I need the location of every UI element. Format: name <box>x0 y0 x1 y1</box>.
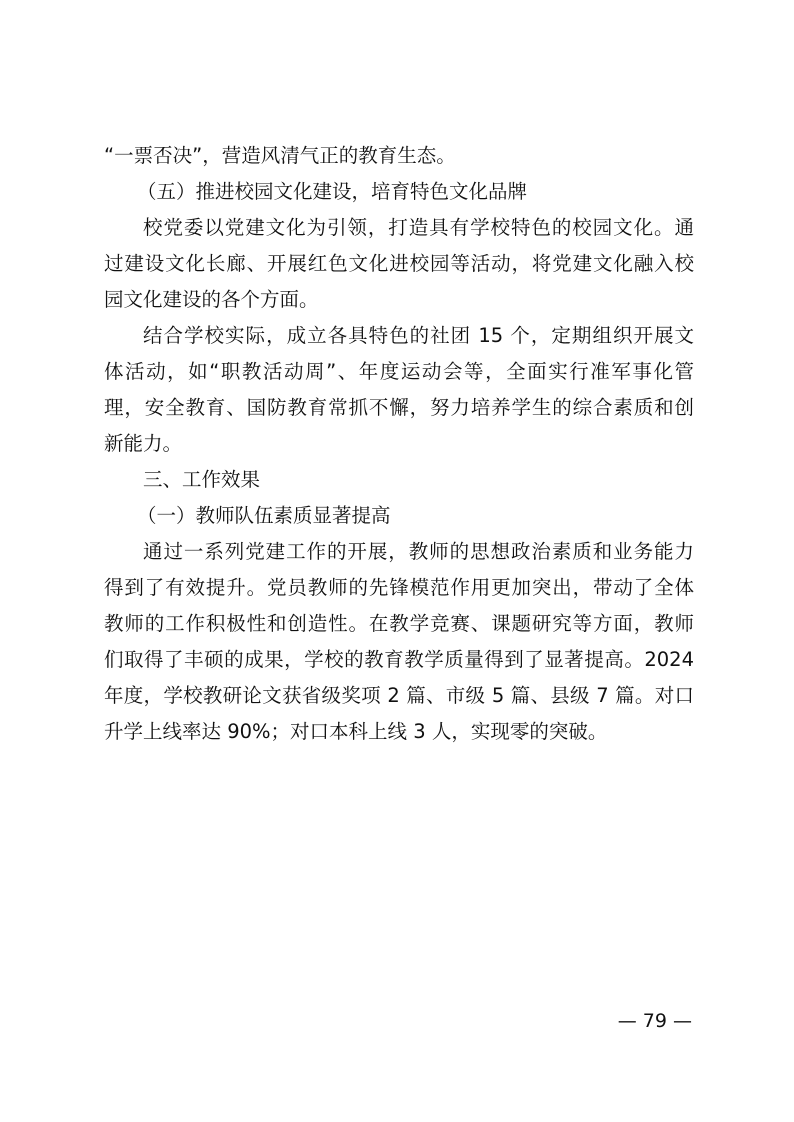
page-body <box>104 138 694 750</box>
paragraph-line: 得到了有效提升。党员教师的先锋模范作用更加突出，带动了全体 <box>104 576 694 599</box>
section-5-heading: （五）推进校园文化建设，培育特色文化品牌 <box>137 180 528 203</box>
paragraph-line: 新能力。 <box>104 432 183 455</box>
paragraph-line: 年度，学校教研论文获省级奖项 2 篇、市级 5 篇、县级 7 篇。对口 <box>104 684 694 707</box>
paragraph-line: 们取得了丰硕的成果，学校的教育教学质量得到了显著提高。2024 <box>104 648 694 671</box>
paragraph-line: 教师的工作积极性和创造性。在教学竞赛、课题研究等方面，教师 <box>104 612 694 635</box>
continuation-line: “一票否决”，营造风清气正的教育生态。 <box>104 144 456 167</box>
paragraph-clubs <box>104 318 694 462</box>
part-3-heading: 三、工作效果 <box>143 468 261 491</box>
paragraph-results <box>104 534 694 750</box>
subsection-1-heading: （一）教师队伍素质显著提高 <box>137 504 391 527</box>
paragraph-line: 园文化建设的各个方面。 <box>104 288 319 311</box>
paragraph-line: 校党委以党建文化为引领，打造具有学校特色的校园文化。通 <box>143 216 694 239</box>
paragraph-line: 理，安全教育、国防教育常抓不懈，努力培养学生的综合素质和创 <box>104 396 694 419</box>
paragraph-culture <box>104 210 694 318</box>
paragraph-line: 过建设文化长廊、开展红色文化进校园等活动，将党建文化融入校 <box>104 252 694 275</box>
paragraph-line: 通过一系列党建工作的开展，教师的思想政治素质和业务能力 <box>143 540 694 563</box>
paragraph-line: 升学上线率达 90%；对口本科上线 3 人，实现零的突破。 <box>104 720 608 743</box>
paragraph-line: 体活动，如“职教活动周”、年度运动会等，全面实行准军事化管 <box>104 360 694 383</box>
paragraph-line: 结合学校实际，成立各具特色的社团 15 个，定期组织开展文 <box>143 324 694 347</box>
page-number: — 79 — <box>617 1010 692 1032</box>
